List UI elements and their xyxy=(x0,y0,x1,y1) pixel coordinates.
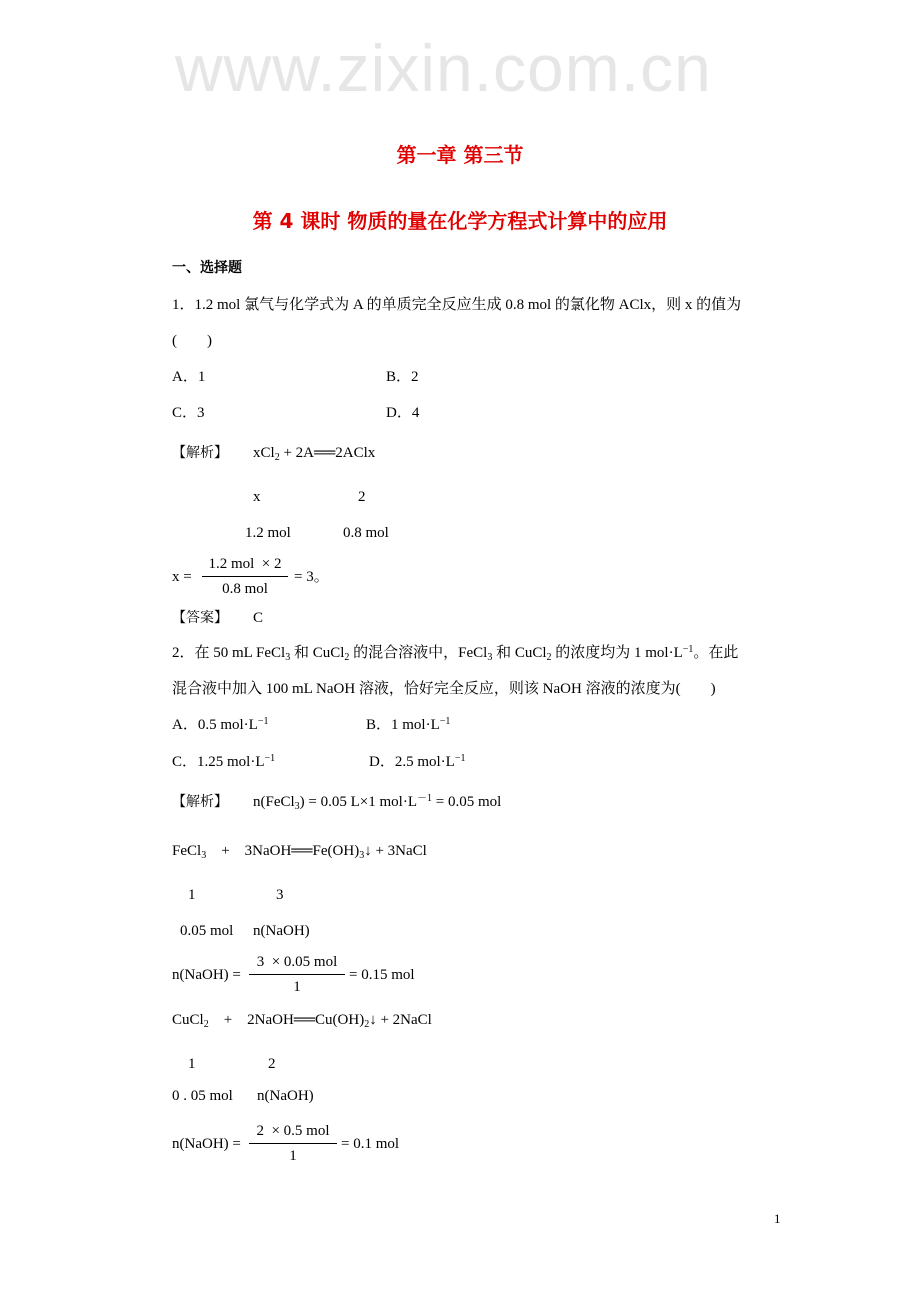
q1-paren: ( ) xyxy=(172,333,212,349)
q1-calc-rhs: = 3。 xyxy=(294,569,329,585)
q1-option-d: D．4 xyxy=(386,405,420,421)
eq2-amount-2: n(NaOH) xyxy=(257,1088,314,1104)
lesson-title: 第 4 课时 物质的量在化学方程式计算中的应用 xyxy=(252,209,668,233)
eq2-coef-1: 1 xyxy=(188,1056,196,1072)
eq2-amount-1: 0 . 05 mol xyxy=(172,1088,233,1104)
q1-analysis-label: 【解析】 xyxy=(172,445,228,461)
eq2-coef-2: 2 xyxy=(268,1056,276,1072)
eq1-coef-2: 3 xyxy=(276,887,284,903)
q1-option-c: C．3 xyxy=(172,405,205,421)
q1-amount-2: 0.8 mol xyxy=(343,525,389,541)
watermark: www.zixin.com.cn xyxy=(175,31,712,105)
q2-moles-fecl3: n(FeCl$_3$) = 0.05 L×1 $mol\cdot L^{-1} = 0.05$ mol xyxy=(253,793,502,812)
q1-answer-label: 【答案】 xyxy=(172,610,228,626)
section-heading: 一、选择题 xyxy=(172,260,242,276)
eq1-amount-2: n(NaOH) xyxy=(253,923,310,939)
q1-equation: xCl$_2$ + 2A══2AClx xyxy=(253,445,376,463)
q1-option-a: A．1 xyxy=(172,369,206,385)
q1-option-b: B．2 xyxy=(386,369,419,385)
calc1-lhs: n(NaOH) = xyxy=(172,967,241,983)
q1-fraction: 1.2 mol × 2 0.8 mol xyxy=(202,554,288,599)
calc2-lhs: n(NaOH) = xyxy=(172,1136,241,1152)
q1-answer: C xyxy=(253,610,264,626)
q1-coef-x: x xyxy=(253,489,261,505)
q2-stem-line2: 混合液中加入 100 mL NaOH 溶液，恰好完全反应，则该 NaOH 溶液的浓度为( ) xyxy=(172,681,716,697)
page-number: 1 xyxy=(774,1211,781,1226)
eq1-coef-1: 1 xyxy=(188,887,196,903)
q2-option-c: C．1.25 $mol\cdot L^{-1}$ xyxy=(172,753,276,770)
eq1-amount-1: 0.05 mol xyxy=(180,923,234,939)
q2-option-d: D．2.5 $mol\cdot L^{-1}$ xyxy=(369,753,466,770)
q1-stem: 1．1.2 mol 氯气与化学式为 A 的单质完全反应生成 0.8 mol 的氯化物 AClx，则 x 的值为 xyxy=(172,297,742,313)
q2-equation-1: FeCl$_3$ + $3NaOH══Fe(OH)_3↓$ + 3NaCl xyxy=(172,843,427,861)
q2-stem: 2．在 50 mL FeCl$_3$ 和 CuCl$_2$ 的混合溶液中，FeCl$_3$ 和 CuCl$_2$ 的浓度均为 1 $mol\cdot L^{-1}$。在此 xyxy=(172,644,739,663)
q2-equation-2: CuCl$_2$ + $2NaOH══Cu(OH)_2↓$ + 2NaCl xyxy=(172,1012,432,1030)
calc2-fraction: 2 × 0.5 mol 1 xyxy=(249,1121,337,1166)
q1-calc-lhs: x = xyxy=(172,569,192,585)
q2-analysis-label: 【解析】 xyxy=(172,794,228,810)
calc1-fraction: 3 × 0.05 mol 1 xyxy=(249,952,345,997)
q1-coef-2: 2 xyxy=(358,489,366,505)
q2-option-a: A．0.5 $mol\cdot L^{-1}$ xyxy=(172,716,269,733)
calc2-rhs: = 0.1 mol xyxy=(341,1136,400,1152)
q2-option-b: B．1 $mol\cdot L^{-1}$ xyxy=(366,716,451,733)
chapter-title: 第一章 第三节 xyxy=(396,143,524,167)
calc1-rhs: = 0.15 mol xyxy=(349,967,415,983)
q1-amount-1: 1.2 mol xyxy=(245,525,291,541)
